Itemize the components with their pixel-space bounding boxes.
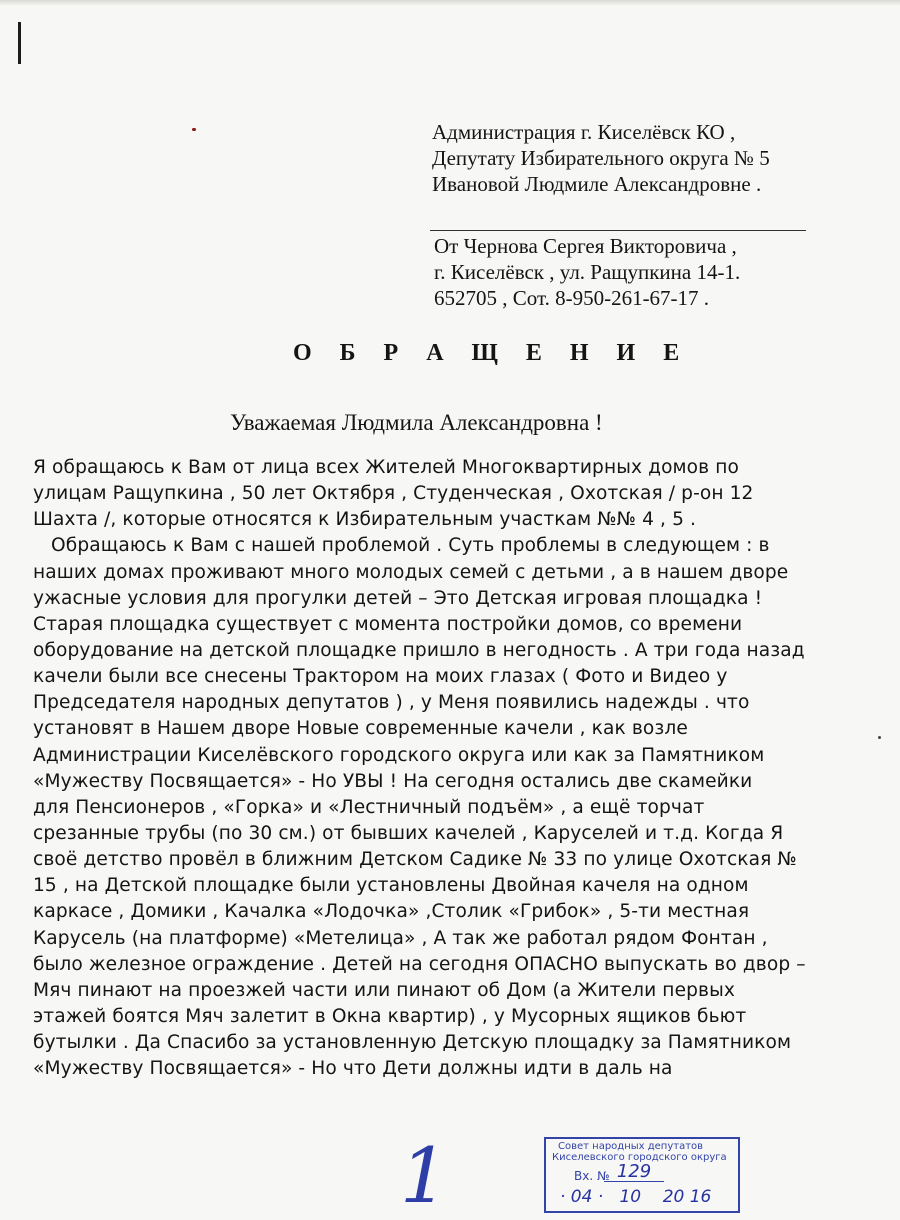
stamp-in-label: Вх. №	[574, 1169, 610, 1183]
body-line: Мяч пинают на проезжей части или пинают об Дом (а Жители первых	[33, 979, 735, 1001]
addressee-line: Ивановой Людмиле Александровне .	[432, 172, 762, 196]
body-line: Администрации Киселёвского городского округа или как за Памятником	[33, 744, 765, 766]
stamp-org-line: Совет народных депутатов	[558, 1141, 704, 1152]
handwritten-page-number: 1	[400, 1131, 449, 1220]
body-line: «Мужеству Посвящается» - Но что Дети должны идти в даль на	[33, 1058, 673, 1080]
stamp-in-number: 129	[604, 1163, 664, 1182]
document-title: О Б Р А Щ Е Н И Е	[293, 340, 691, 366]
body-line: 15 , на Детской площадке были установлены Двойная качеля на одном	[33, 875, 749, 897]
sender-line: От Чернова Сергея Викторовича ,	[434, 234, 737, 258]
margin-pen-mark	[18, 22, 21, 64]
body-line: наших домах проживают много молодых семей с детьми , а в нашем дворе	[33, 561, 789, 583]
registration-stamp	[544, 1137, 740, 1213]
body-line: для Пенсионеров , «Горка» и «Лестничный подъём» , а ещё торчат	[33, 796, 705, 818]
stamp-date: · 04 · 10 20 16	[560, 1187, 712, 1207]
body-line: «Мужеству Посвящается» - Но УВЫ ! На сегодня остались две скамейки	[33, 770, 753, 792]
addressee-line: Депутату Избирательного округа № 5	[432, 146, 770, 170]
body-line: Обращаюсь к Вам с нашей проблемой . Суть проблемы в следующем : в	[33, 535, 770, 557]
body-line: срезанные трубы (по 30 см.) от бывших качелей , Каруселей и т.д. Когда Я	[33, 822, 784, 844]
scan-top-edge	[0, 0, 900, 6]
body-line: Карусель (на платформе) «Метелица» , А так же работал рядом Фонтан ,	[33, 927, 768, 949]
body-line: этажей боятся Мяч залетит в Окна квартир) , у Мусорных ящиков бьют	[33, 1005, 747, 1027]
body-line: своё детство провёл в ближним Детском Садике № 33 по улице Охотская №	[33, 849, 797, 871]
addressee-divider	[430, 230, 806, 231]
scan-dust-dot	[878, 736, 881, 739]
sender-line: 652705 , Сот. 8-950-261-67-17 .	[434, 286, 710, 310]
body-line: Старая площадка существует с момента постройки домов, со времени	[33, 613, 743, 635]
addressee-block	[432, 119, 770, 197]
greeting: Уважаемая Людмила Александровна !	[230, 410, 603, 435]
body-line: Председателя народных депутатов ) , у Меня появились надежды . что	[33, 692, 750, 714]
body-line: установят в Нашем дворе Новые современные качели , как возле	[33, 718, 688, 740]
body-line: качели были все снесены Трактором на моих глазах ( Фото и Видео у	[33, 666, 728, 688]
red-ink-speck	[192, 128, 196, 131]
stamp-org-line: Киселевского городского округа	[552, 1152, 727, 1163]
body-line: улицам Ращупкина , 50 лет Октября , Студенческая , Охотская / р-он 12	[33, 483, 754, 505]
sender-block	[434, 233, 740, 311]
body-line: ужасные условия для прогулки детей – Это Детская игровая площадка !	[33, 587, 763, 609]
body-line: было железное ограждение . Детей на сегодня ОПАСНО выпускать во двор –	[33, 953, 806, 975]
letter-body	[33, 455, 806, 1082]
body-line: бутылки . Да Спасибо за установленную Детскую площадку за Памятником	[33, 1032, 792, 1054]
sender-line: г. Киселёвск , ул. Ращупкина 14-1.	[434, 260, 741, 284]
body-line: Шахта /, которые относятся к Избирательным участкам №№ 4 , 5 .	[33, 509, 697, 531]
body-line: Я обращаюсь к Вам от лица всех Жителей Многоквартирных домов по	[33, 457, 739, 478]
body-line: оборудование на детской площадке пришло в негодность . А три года назад	[33, 639, 805, 661]
body-line: каркасе , Домики , Качалка «Лодочка» ,Столик «Грибок» , 5-ти местная	[33, 901, 750, 923]
addressee-line: Администрация г. Киселёвск КО ,	[432, 120, 736, 144]
